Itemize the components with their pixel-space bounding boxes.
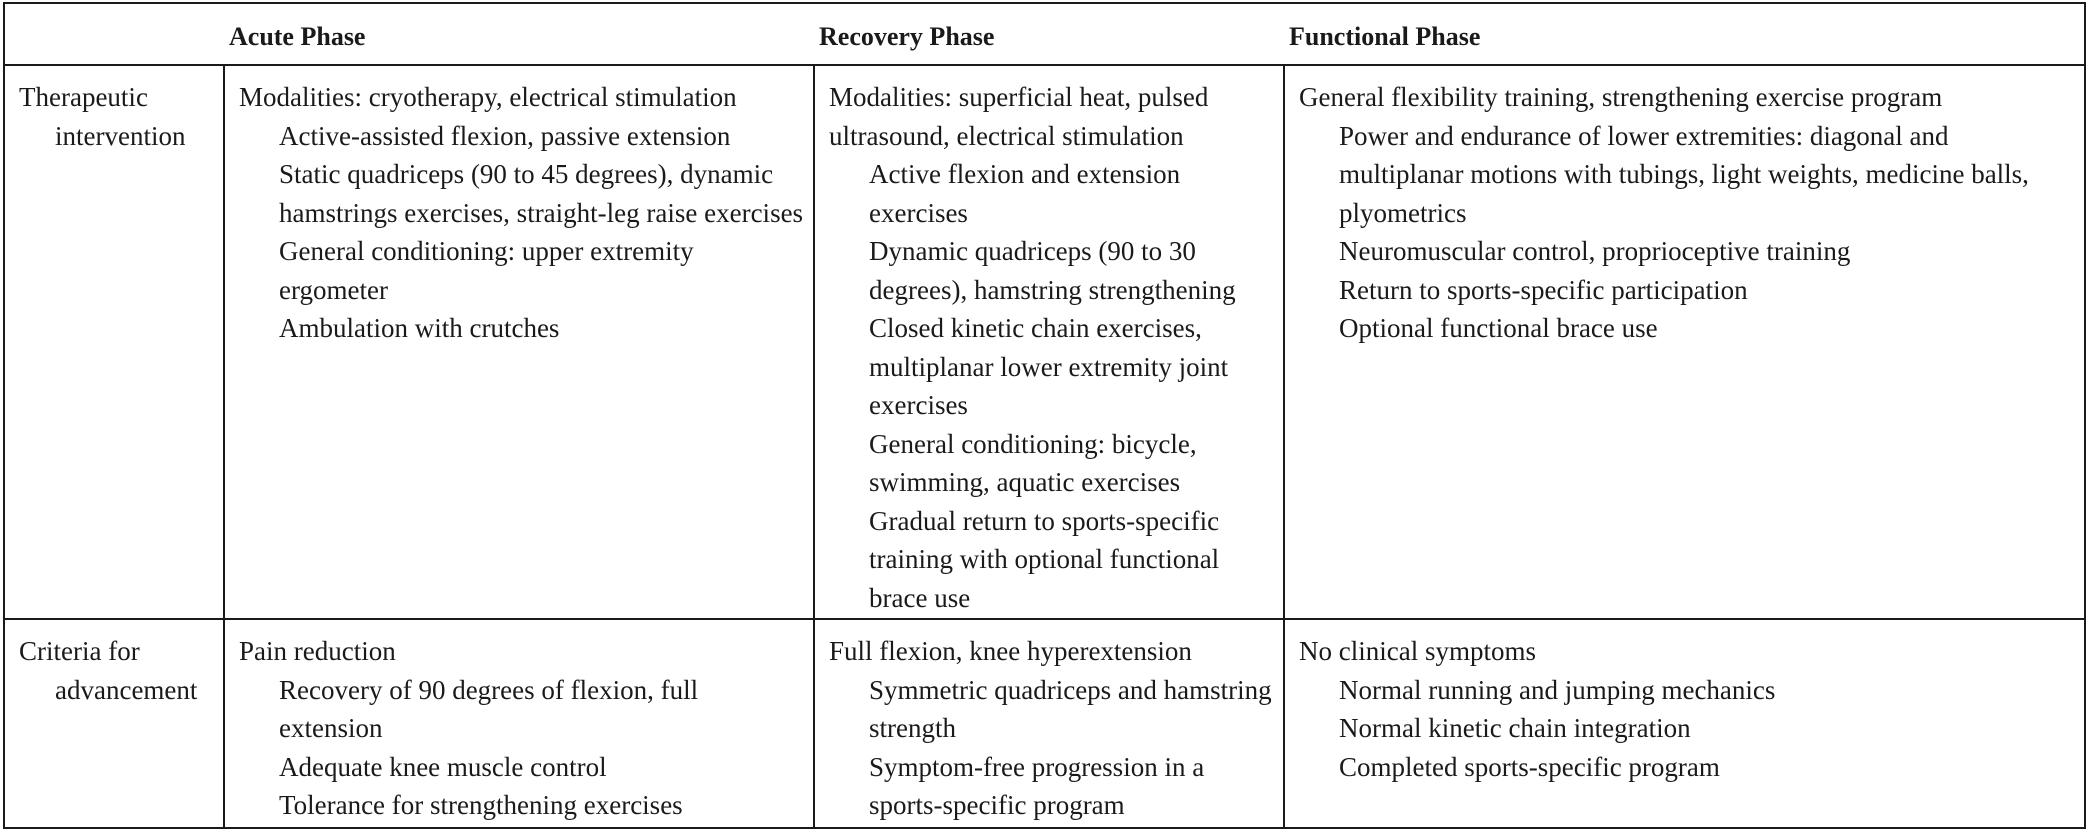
cell-sub-item: Adequate knee muscle control (279, 751, 607, 782)
cell-lead-text: Pain reduction (239, 636, 396, 666)
header-corner-cell (5, 4, 223, 66)
row-label-line: Therapeutic (19, 82, 148, 112)
cell-sub-item: Symmetric quadriceps and hamstring strength (869, 674, 1272, 743)
cell-sub-item: Completed sports-specific program (1339, 751, 1720, 782)
cell-sub-item: Ambulation with crutches (279, 313, 560, 343)
cell-lead-text: Modalities: cryotherapy, electrical stimulation (239, 82, 737, 112)
cell-sub-item: Power and endurance of lower extremities: diagonal and multiplanar motions with tubings, light weights, medicine balls, plyometrics (1339, 120, 2029, 228)
cell-sub-item: Closed kinetic chain exercises, multiplanar lower extremity joint exercises (869, 313, 1229, 420)
cell-lead-text: General flexibility training, strengthening exercise program (1299, 82, 1943, 112)
cell-sub-item: General conditioning: upper extremity ergometer (279, 236, 694, 305)
cell-sub-item: General conditioning: bicycle, swimming, aquatic exercises (869, 428, 1197, 497)
row-label-line: intervention (55, 120, 186, 151)
cell-sub-item: Active flexion and extension exercises (869, 159, 1181, 228)
cell-sub-item: Static quadriceps (90 to 45 degrees), dynamic hamstrings exercises, straight-leg raise exercises (279, 159, 804, 228)
cell-sub-item: Tolerance for strengthening exercises (279, 790, 683, 820)
cell-sub-item: Optional functional brace use (1339, 313, 1658, 343)
cell-sub-item: Normal running and jumping mechanics (1339, 674, 1776, 705)
row-label-line: advancement (55, 674, 198, 705)
cell-sub-item: Symptom-free progression in a sports-specific program (869, 751, 1205, 820)
cell-criteria-functional (1283, 620, 2084, 827)
cell-criteria-acute (223, 620, 813, 827)
cell-sub-item: Gradual return to sports-specific training with optional functional brace use (869, 505, 1220, 613)
cell-lead-text: No clinical symptoms (1299, 636, 1536, 666)
rehab-phase-table (3, 2, 2086, 829)
cell-sub-item: Neuromuscular control, proprioceptive training (1339, 236, 1851, 266)
cell-lead-text: Modalities: superficial heat, pulsed ultrasound, electrical stimulation (829, 82, 1209, 151)
cell-sub-item: Recovery of 90 degrees of flexion, full extension (279, 674, 699, 743)
row-label-criteria-for-advancement (5, 620, 223, 827)
header-acute-phase: Acute Phase (223, 4, 813, 66)
cell-criteria-recovery (813, 620, 1283, 827)
cell-therapeutic-acute (223, 66, 813, 620)
cell-therapeutic-recovery (813, 66, 1283, 620)
cell-therapeutic-functional (1283, 66, 2084, 620)
cell-sub-item: Return to sports-specific participation (1339, 274, 1748, 305)
row-label-therapeutic-intervention (5, 66, 223, 620)
row-label-line: Criteria for (19, 636, 140, 666)
cell-sub-item: Dynamic quadriceps (90 to 30 degrees), hamstring strengthening (869, 236, 1236, 305)
cell-sub-item: Normal kinetic chain integration (1339, 713, 1691, 743)
header-functional-phase: Functional Phase (1283, 4, 2084, 66)
cell-sub-item: Active-assisted flexion, passive extension (279, 120, 731, 151)
cell-lead-text: Full flexion, knee hyperextension (829, 636, 1192, 666)
header-recovery-phase: Recovery Phase (813, 4, 1283, 66)
